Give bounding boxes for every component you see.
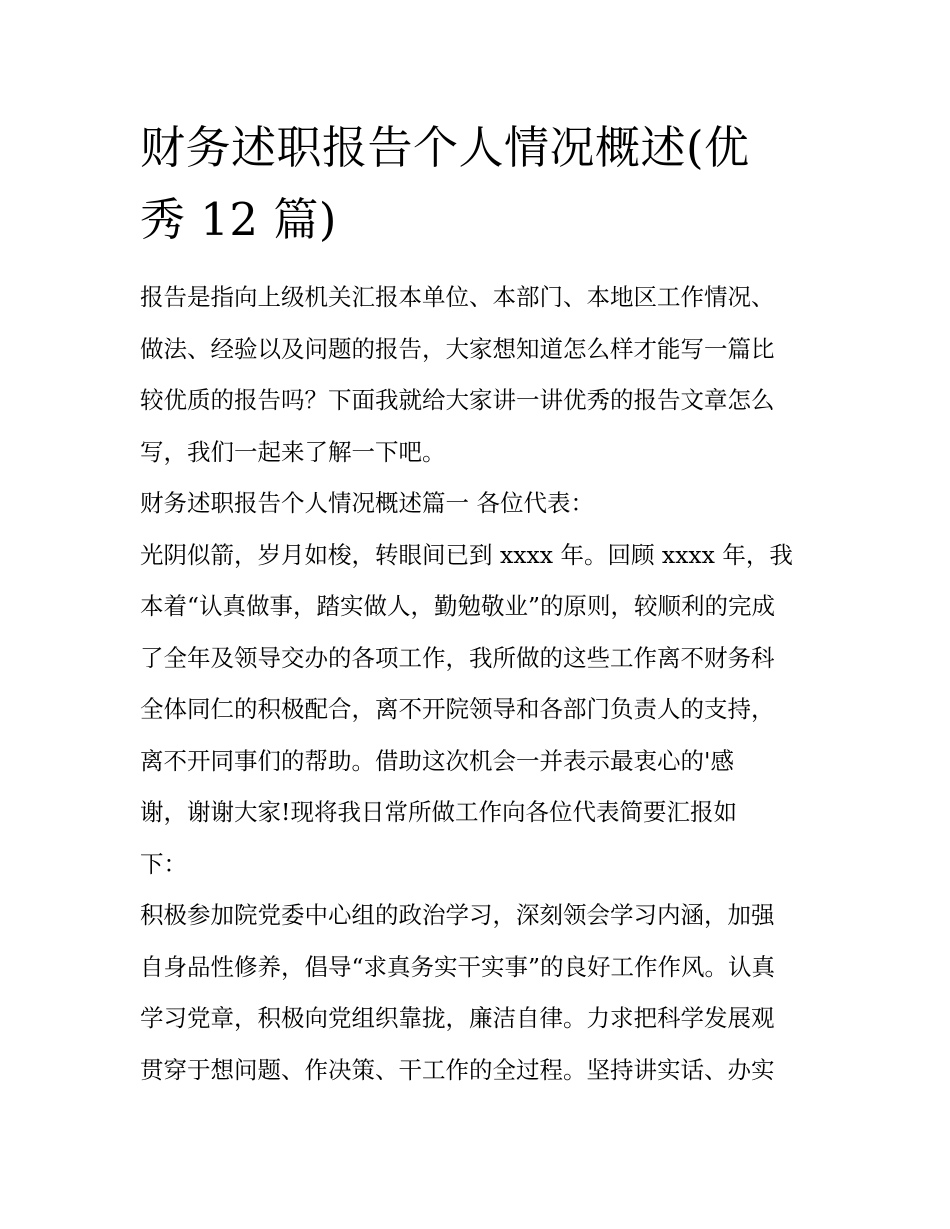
paragraph-line: 光阴似箭，岁月如梭，转眼间已到 xxxx 年。回顾 xxxx 年，我	[140, 540, 793, 569]
paragraph-line: 本着“认真做事，踏实做人，勤勉敬业”的原则，较顺利的完成	[140, 592, 776, 620]
paragraph-line: 自身品性修养，倡导“求真务实干实事”的良好工作作风。认真	[140, 952, 776, 981]
title-line-1: 财务述职报告个人情况概述(优	[140, 121, 750, 174]
paragraph-line: 了全年及领导交办的各项工作，我所做的这些工作离不财务科	[140, 643, 775, 672]
paragraph-line: 积极参加院党委中心组的政治学习，深刻领会学习内涵，加强	[140, 901, 775, 929]
paragraph-line: 学习党章，积极向党组织靠拢，廉洁自律。力求把科学发展观	[140, 1004, 775, 1032]
document-body	[140, 272, 820, 1096]
section-heading-line: 财务述职报告个人情况概述篇一 各位代表：	[140, 489, 594, 517]
paragraph-line: 下：	[140, 849, 187, 878]
paragraph-line: 谢，谢谢大家!现将我日常所做工作向各位代表简要汇报如	[140, 798, 737, 826]
paragraph-line: 离不开同事们的帮助。借助这次机会一并表示最衷心的'感	[140, 746, 734, 775]
document-title	[140, 112, 820, 256]
paragraph-line: 写，我们一起来了解一下吧。	[140, 437, 446, 466]
section-heading	[140, 478, 820, 530]
paragraph-line: 做法、经验以及问题的报告，大家想知道怎么样才能写一篇比	[140, 334, 775, 363]
paragraph-line: 全体同仁的积极配合，离不开院领导和各部门负责人的支持，	[140, 695, 775, 723]
body-paragraph	[140, 530, 820, 891]
paragraph-line: 较优质的报告吗？下面我就给大家讲一讲优秀的报告文章怎么	[140, 386, 775, 414]
document-page	[140, 112, 820, 1096]
intro-paragraph	[140, 272, 820, 478]
title-line-2: 秀 12 篇)	[140, 193, 337, 246]
body-paragraph	[140, 890, 820, 1096]
paragraph-line: 贯穿于想问题、作决策、干工作的全过程。坚持讲实话、办实	[140, 1055, 775, 1084]
paragraph-line: 报告是指向上级机关汇报本单位、本部门、本地区工作情况、	[140, 283, 775, 311]
